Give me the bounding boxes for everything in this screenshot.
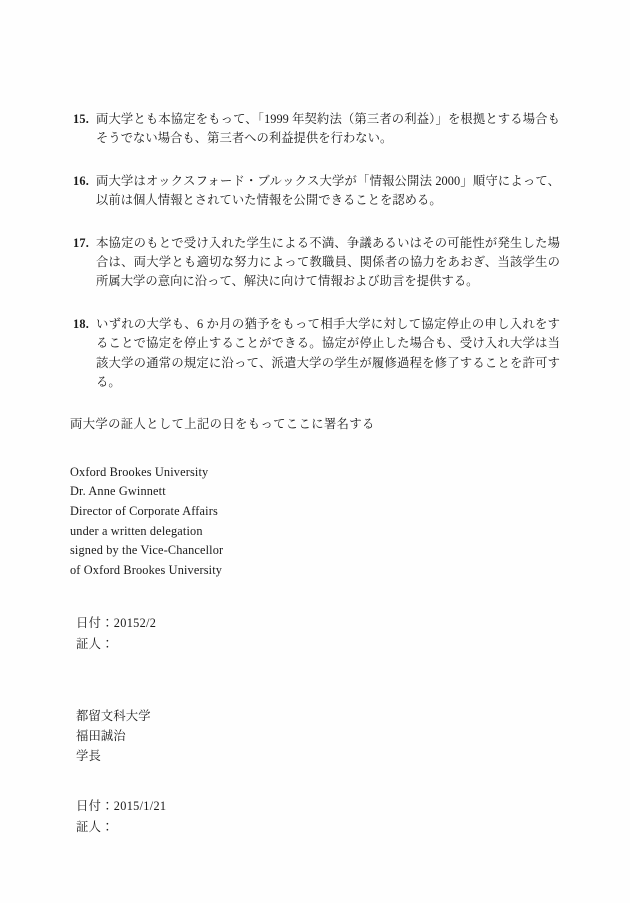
clause-item (70, 110, 560, 149)
clause-item (70, 315, 560, 393)
clause-paragraph: 両大学とも本協定をもって、「1999 年契約法（第三者の利益）」を根拠とする場合もそうでない場合も、第三者への利益提供を行わない。 (96, 112, 560, 146)
signature-line: Oxford Brookes University (70, 464, 209, 479)
signature-line: under a written delegation (70, 523, 203, 538)
signature-line: 都留文科大学 (76, 709, 151, 724)
signature-line: Dr. Anne Gwinnett (70, 484, 166, 499)
signing-statement: 両大学の証人として上記の日をもってここに署名する (70, 417, 375, 432)
clause-number: 17. (73, 235, 89, 250)
clause-paragraph: 両大学はオックスフォード・ブルックス大学が「情報公開法 2000」順守によって、以前は個人情報とされていた情報を公開できることを認める。 (96, 173, 560, 208)
witness-label: 証人： (76, 820, 114, 835)
clause-number: 16. (73, 173, 89, 188)
clause-text (96, 234, 560, 292)
date-label: 日付：20152/2 (76, 616, 157, 631)
signature-block-tsuru-university (70, 707, 560, 766)
clause-paragraph: いずれの大学も、6 か月の猶予をもって相手大学に対して協定停止の申し入れをすることで協定を停止することができる。協定が停止した場合も、受け入れ大学は当該大学の通常の規定に沿って、派遣大学の学生が履修過程を修了することを許可する。 (96, 316, 560, 390)
date-witness-oxford-brookes (70, 613, 560, 655)
signature-line: Director of Corporate Affairs (70, 504, 218, 519)
clause-text (96, 110, 560, 149)
signature-block-oxford-brookes (70, 463, 560, 581)
clause-item (70, 172, 560, 211)
clause-item (70, 234, 560, 292)
clause-list (70, 110, 560, 392)
signature-line: 福田誠治 (76, 729, 126, 744)
clause-number: 15. (73, 112, 89, 126)
date-label: 日付：2015/1/21 (76, 799, 167, 814)
clause-number: 18. (73, 316, 89, 331)
signature-line: of Oxford Brookes University (70, 562, 223, 577)
clause-text (96, 172, 560, 211)
clause-paragraph: 本協定のもとで受け入れた学生による不満、争議あるいはその可能性が発生した場合は、両大学とも適切な努力によって教職員、関係者の協力をあおぎ、当該学生の所属大学の意向に沿って、解決に向けて情報および助言を提供する。 (96, 235, 560, 289)
clause-text (96, 315, 560, 393)
date-witness-tsuru-university (70, 796, 560, 838)
signature-line: 学長 (76, 748, 101, 763)
signature-line: signed by the Vice-Chancellor (70, 543, 224, 558)
witness-label: 証人： (76, 637, 114, 652)
